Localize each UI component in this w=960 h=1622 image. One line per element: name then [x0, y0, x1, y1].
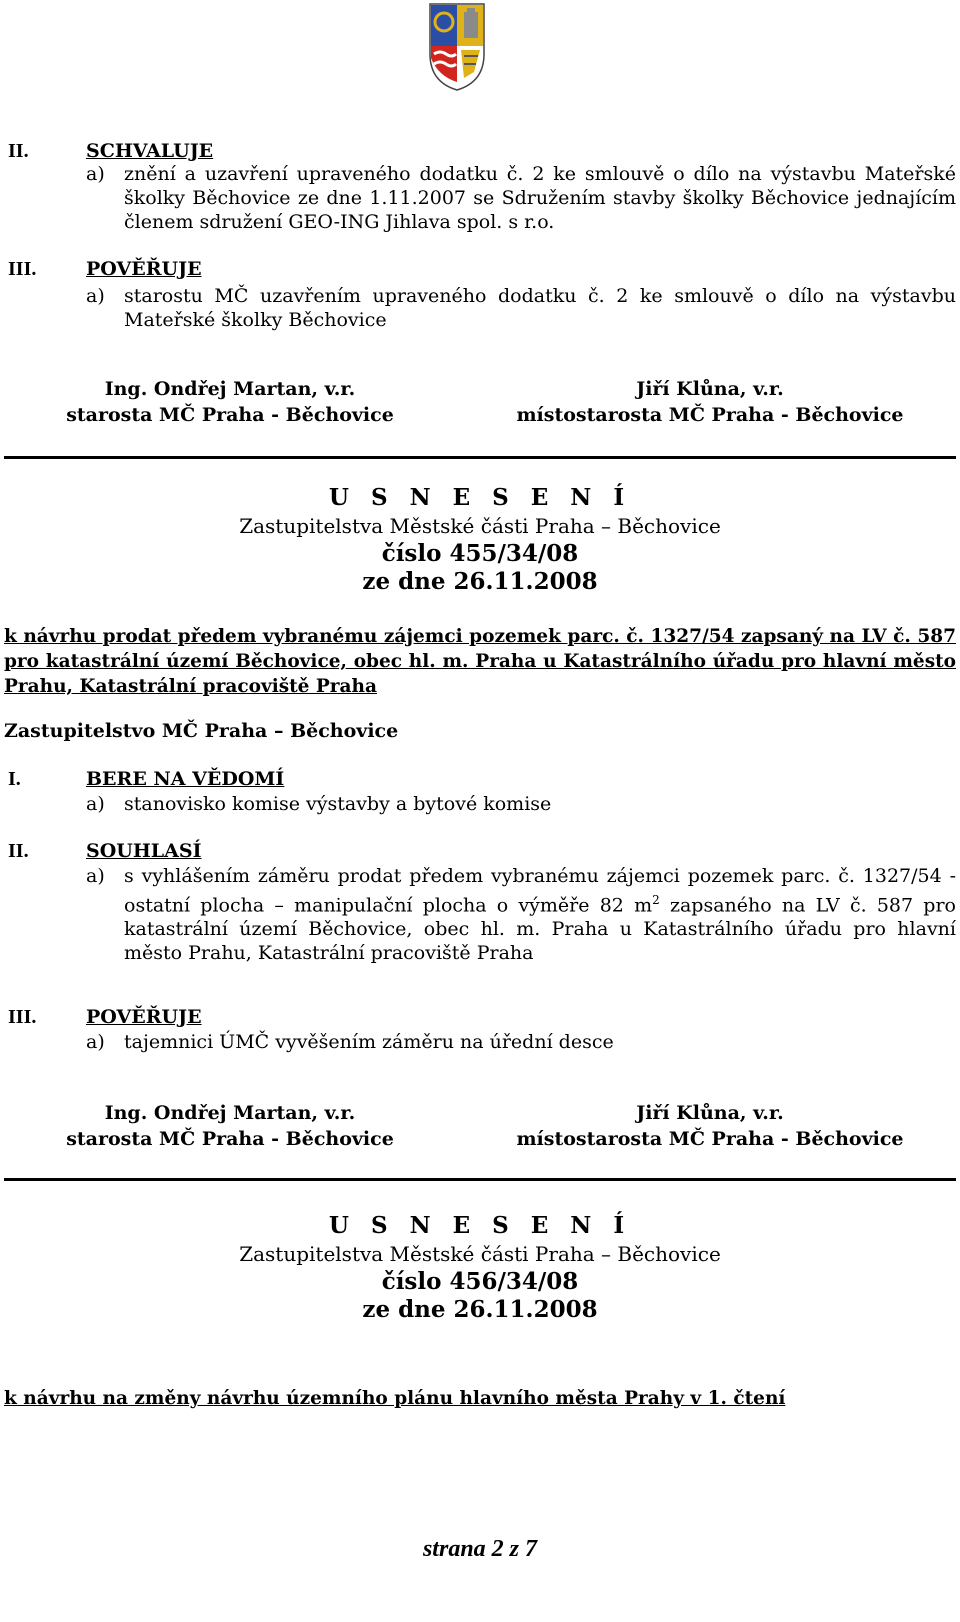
- signatory-name: Ing. Ondřej Martan, v.r.: [104, 1102, 356, 1124]
- divider: [4, 1178, 956, 1181]
- item-text: [124, 864, 956, 965]
- signatory-role: místostarosta MČ Praha - Běchovice: [516, 1128, 904, 1150]
- page-number: strana 2 z 7: [422, 1536, 538, 1562]
- resolution-number: číslo 456/34/08: [381, 1268, 579, 1295]
- resolution-topic: k návrhu prodat předem vybranému zájemci pozemek parc. č. 1327/54 zapsaný na LV č. 587 pro katastrální území Běchovice, obec hl. m. Praha u Katastrálního úřadu pro hlavní město Prahu, Katastrální pracoviště Praha: [4, 626, 956, 697]
- resolution-body: Zastupitelstva Městské části Praha – Běchovice: [239, 514, 721, 538]
- divider: [4, 456, 956, 459]
- resolution-title: U S N E S E N Í: [328, 484, 632, 511]
- item-text: tajemnici ÚMČ vyvěšením záměru na úřední desce: [124, 1031, 614, 1053]
- list-item: [86, 864, 956, 965]
- resolution-number: číslo 455/34/08: [381, 540, 579, 567]
- item-label: a): [86, 163, 105, 185]
- item-label: a): [86, 285, 105, 307]
- section-number-iii: III.: [8, 258, 37, 280]
- section-number-iii: III.: [8, 1006, 37, 1028]
- item-label: a): [86, 865, 105, 887]
- item-text: stanovisko komise výstavby a bytové komise: [124, 793, 552, 815]
- signatory-name: Jiří Klůna, v.r.: [636, 1102, 784, 1124]
- signatory-name: Ing. Ondřej Martan, v.r.: [104, 378, 356, 400]
- section-number-i: I.: [8, 768, 21, 790]
- list-item: [86, 792, 956, 816]
- item-label: a): [86, 793, 105, 815]
- signatory-role: místostarosta MČ Praha - Běchovice: [516, 404, 904, 426]
- section-number-ii: II.: [8, 840, 29, 862]
- item-text: znění a uzavření upraveného dodatku č. 2 ke smlouvě o dílo na výstavbu Mateřské školky Běchovice ze dne 1.11.2007 se Sdružením stavby školky Běchovice jednajícím členem sdružení GEO-ING Jihlava spol. s r.o.: [124, 163, 956, 233]
- list-item: [86, 162, 956, 234]
- section-heading-bere-na-vedomi: BERE NA VĚDOMÍ: [86, 768, 285, 790]
- item-text: starostu MČ uzavřením upraveného dodatku č. 2 ke smlouvě o dílo na výstavbu Mateřské školky Běchovice: [124, 285, 956, 331]
- council-name: Zastupitelstvo MČ Praha – Běchovice: [4, 720, 399, 742]
- item-text-part: s vyhlášením záměru prodat předem vybranému zájemci pozemek parc. č. 1327/54 - ostatní plocha – manipulační plocha o výměře 82 m: [124, 865, 956, 917]
- section-heading-souhlasi: SOUHLASÍ: [86, 840, 202, 862]
- coat-of-arms-logo: [428, 2, 486, 92]
- section-number-ii: II.: [8, 140, 29, 162]
- resolution-body: Zastupitelstva Městské části Praha – Běchovice: [239, 1242, 721, 1266]
- item-text-part: zapsaného na LV č. 587 pro katastrální území Běchovice, obec hl. m. Praha u Katastrálního úřadu pro hlavní město Prahu, Katastrální pracoviště Praha: [124, 894, 956, 965]
- section-heading-schvaluje: SCHVALUJE: [86, 140, 214, 162]
- superscript: 2: [652, 893, 660, 907]
- signature-right: [500, 376, 920, 428]
- signatory-name: Jiří Klůna, v.r.: [636, 378, 784, 400]
- signature-right: [500, 1100, 920, 1152]
- section-heading-poveruje: POVĚŘUJE: [86, 258, 202, 280]
- list-item: [86, 284, 956, 332]
- signatory-role: starosta MČ Praha - Běchovice: [66, 1128, 394, 1150]
- resolution-date: ze dne 26.11.2008: [362, 1296, 598, 1323]
- resolution-date: ze dne 26.11.2008: [362, 568, 598, 595]
- signature-left: [40, 1100, 420, 1152]
- signatory-role: starosta MČ Praha - Běchovice: [66, 404, 394, 426]
- item-label: a): [86, 1031, 105, 1053]
- resolution-topic: k návrhu na změny návrhu územního plánu hlavního města Prahy v 1. čtení: [4, 1388, 786, 1409]
- section-heading-poveruje: POVĚŘUJE: [86, 1006, 202, 1028]
- list-item: [86, 1030, 956, 1054]
- signature-left: [40, 376, 420, 428]
- resolution-title: U S N E S E N Í: [328, 1212, 632, 1239]
